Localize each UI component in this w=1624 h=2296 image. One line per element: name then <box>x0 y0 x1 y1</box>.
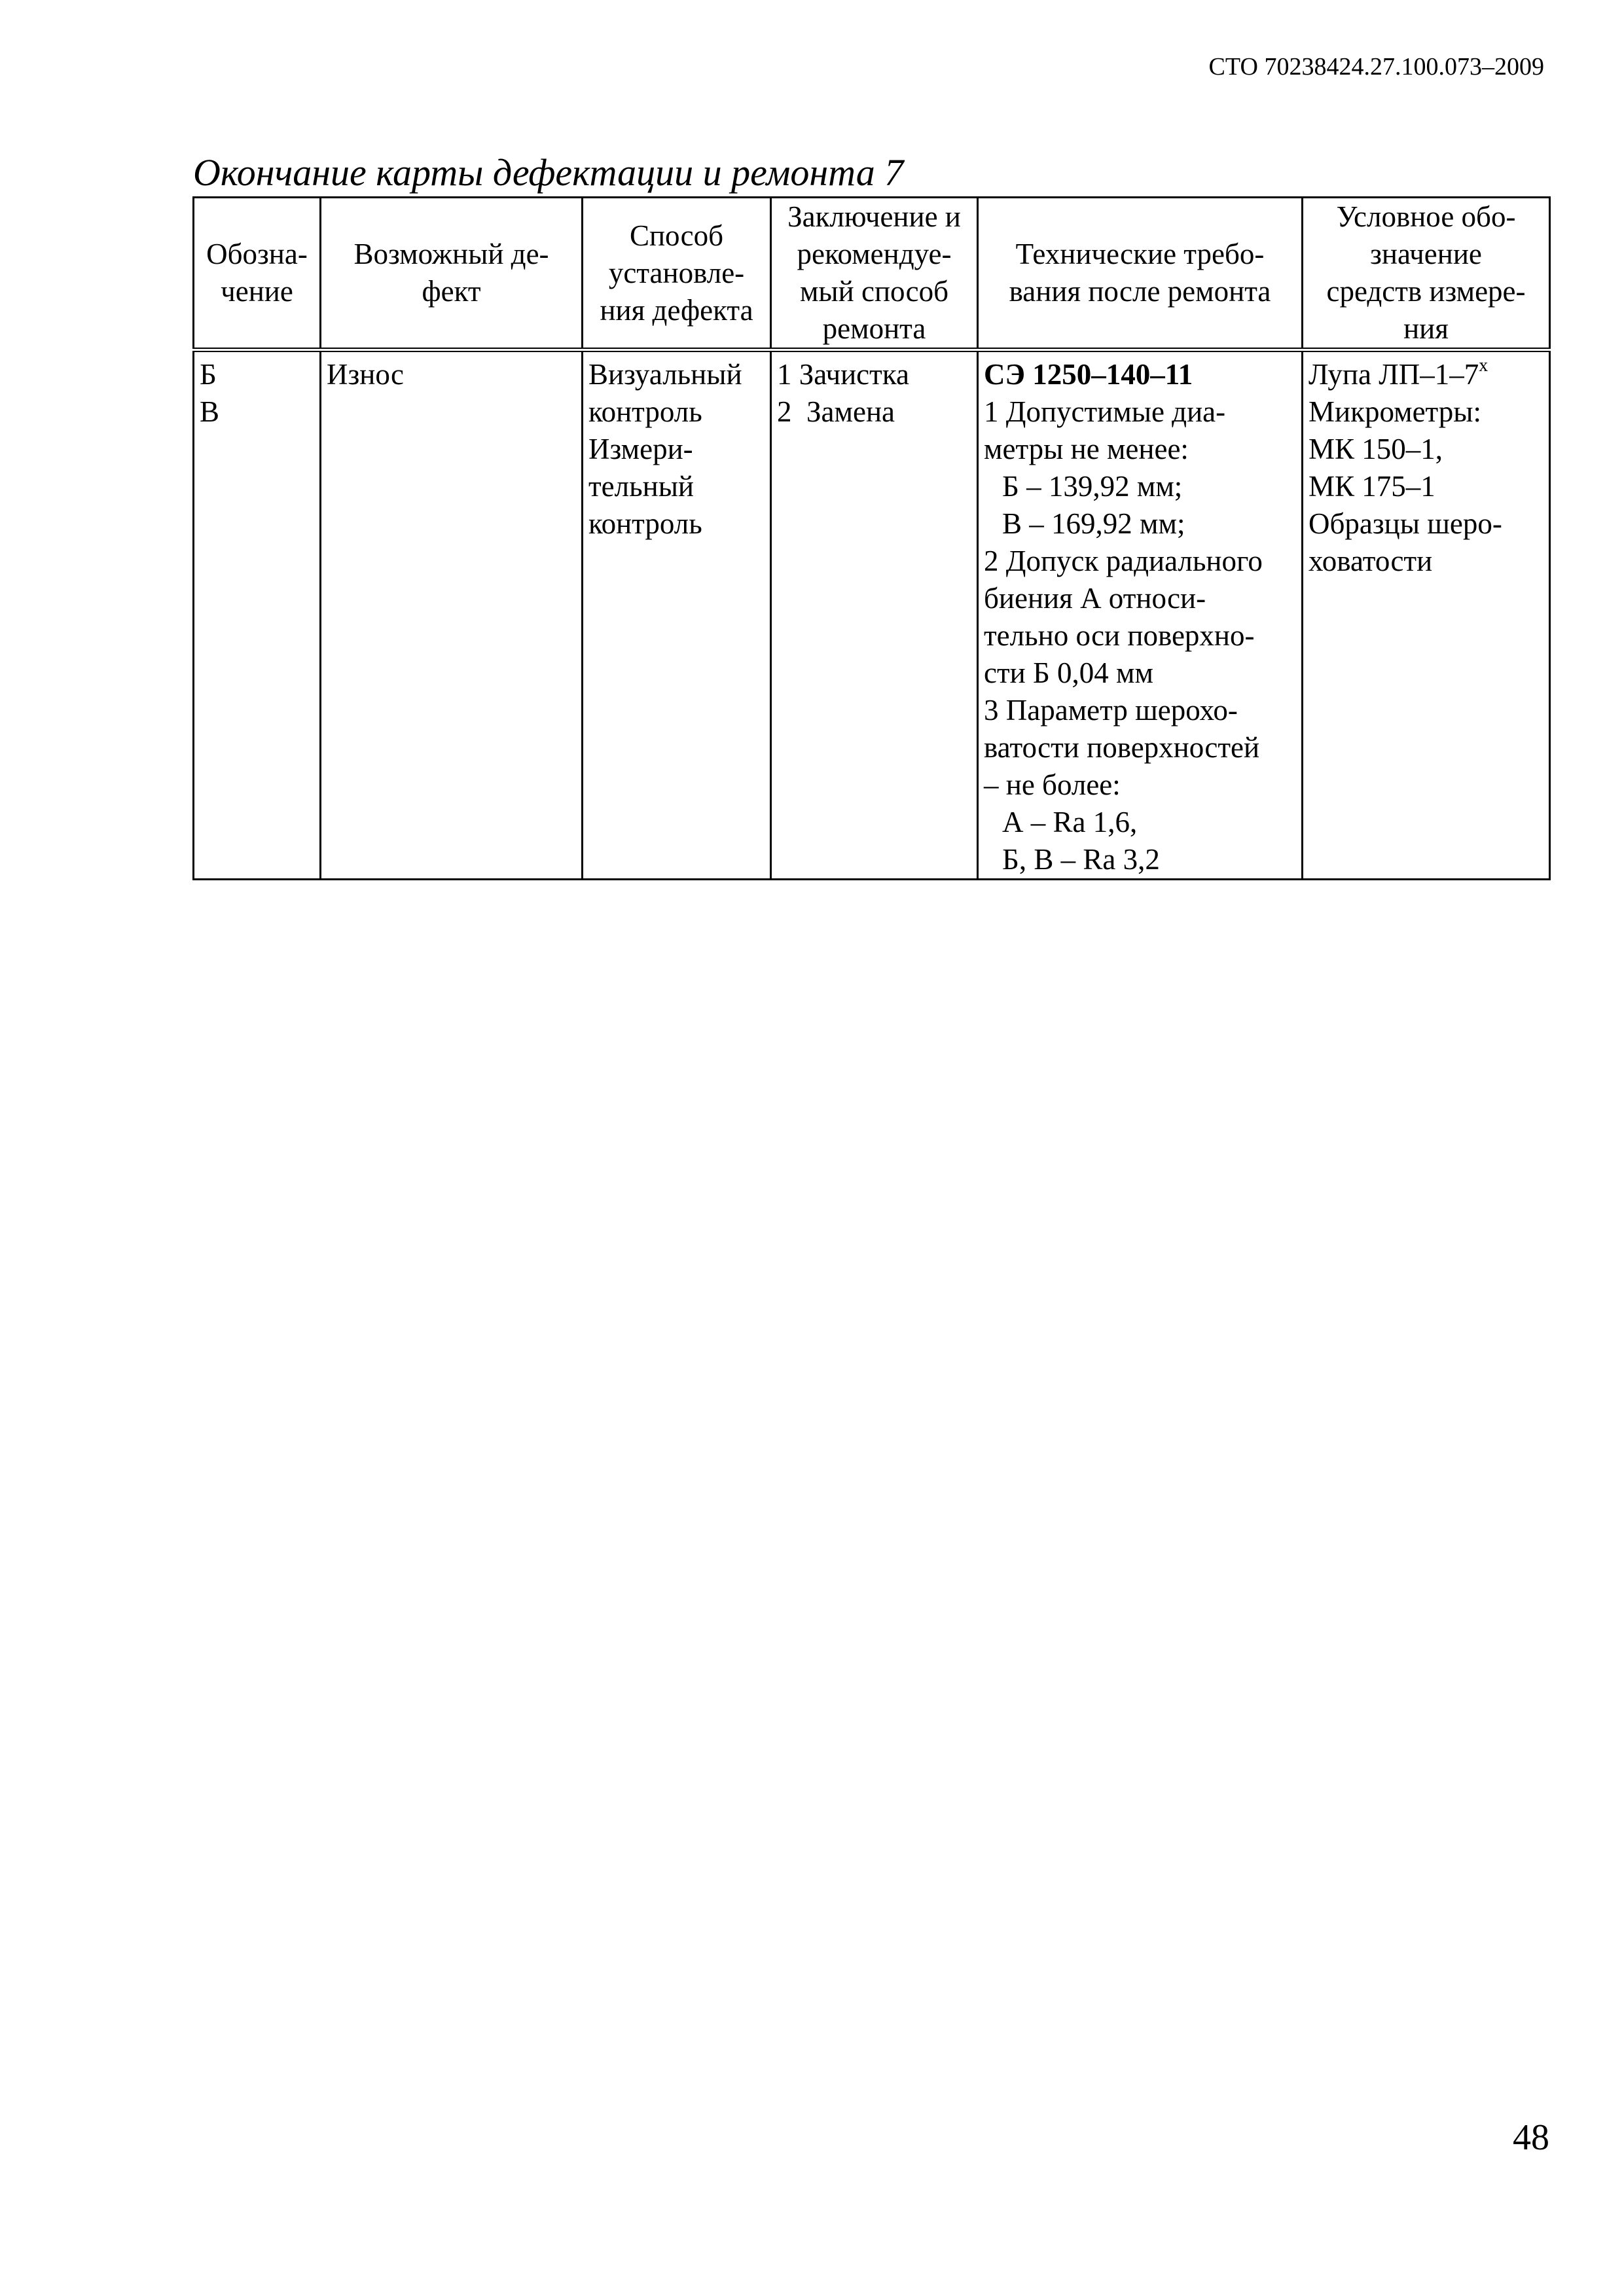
cell-line: В <box>200 395 220 428</box>
cell-line: Износ <box>327 358 404 391</box>
header-line: Условное обо- <box>1336 200 1516 233</box>
header-line: фект <box>422 275 481 308</box>
cell-line: Образцы шеро- <box>1308 507 1502 540</box>
header-repair-conclusion <box>771 198 978 350</box>
header-line: ния дефекта <box>600 293 753 327</box>
cell-line: контроль <box>588 395 702 428</box>
table-caption: Окончание карты дефектации и ремонта 7 <box>193 151 904 194</box>
cell-line: 3 Параметр шерохо- <box>984 694 1238 726</box>
cell-line: 2 Допуск радиального <box>984 545 1263 577</box>
header-line: чение <box>221 275 293 308</box>
header-line: мый способ <box>799 275 949 308</box>
cell-detection-method <box>583 350 771 880</box>
cell-technical-requirements <box>978 350 1303 880</box>
cell-defect <box>321 350 583 880</box>
cell-line: сти Б 0,04 мм <box>984 656 1154 689</box>
cell-line: биения А относи- <box>984 582 1206 615</box>
header-line: рекомендуе- <box>797 238 952 270</box>
header-line: средств измере- <box>1326 275 1526 308</box>
header-line: Обозна- <box>206 238 308 270</box>
header-line: Способ <box>629 219 724 252</box>
instrument-magnifier: Лупа ЛП–1–7 <box>1308 358 1479 391</box>
cell-line: 1 Допустимые диа- <box>984 395 1226 428</box>
header-line: Технические требо- <box>1015 238 1265 270</box>
table-row <box>194 350 1550 880</box>
cell-line: контроль <box>588 507 702 540</box>
cell-line: МК 150–1, <box>1308 433 1443 465</box>
cell-line: 2 Замена <box>777 395 895 428</box>
header-detection-method <box>583 198 771 350</box>
cell-line: ватости поверхностей <box>984 731 1260 764</box>
header-designation <box>194 198 321 350</box>
defect-repair-table <box>192 196 1551 880</box>
cell-line: Измери- <box>588 433 693 465</box>
header-line: значение <box>1370 238 1482 270</box>
requirements-heading: СЭ 1250–140–11 <box>984 358 1193 391</box>
cell-line: Б, В – Ra 3,2 <box>1002 843 1160 876</box>
cell-line: метры не менее: <box>984 433 1189 465</box>
cell-line: тельно оси поверхно- <box>984 619 1255 652</box>
cell-line: – не более: <box>984 768 1121 801</box>
header-line: Возможный де- <box>353 238 549 270</box>
header-line: ремонта <box>822 312 926 345</box>
cell-measurement-instruments <box>1303 350 1550 880</box>
superscript: х <box>1479 355 1489 376</box>
cell-designation <box>194 350 321 880</box>
header-line: ния <box>1403 312 1449 345</box>
cell-line: А – Ra 1,6, <box>1002 806 1138 838</box>
cell-line: ховатости <box>1308 545 1433 577</box>
cell-line: МК 175–1 <box>1308 470 1435 503</box>
cell-line: Б <box>200 358 217 391</box>
cell-line: Микрометры: <box>1308 395 1482 428</box>
header-line: Заключение и <box>787 200 961 233</box>
cell-line: В – 169,92 мм; <box>1002 507 1185 540</box>
cell-line: Б – 139,92 мм; <box>1002 470 1183 503</box>
table-header-row <box>194 198 1550 350</box>
header-technical-requirements <box>978 198 1303 350</box>
header-line: вания после ремонта <box>1009 275 1271 308</box>
document-code: СТО 70238424.27.100.073–2009 <box>1208 53 1544 81</box>
cell-line: тельный <box>588 470 695 503</box>
header-possible-defect <box>321 198 583 350</box>
page-number: 48 <box>1513 2117 1549 2158</box>
cell-repair-method <box>771 350 978 880</box>
cell-line: 1 Зачистка <box>777 358 909 391</box>
header-measurement-instruments <box>1303 198 1550 350</box>
cell-line <box>1308 356 1543 393</box>
header-line: установле- <box>608 256 745 289</box>
cell-line: Визуальный <box>588 358 742 391</box>
